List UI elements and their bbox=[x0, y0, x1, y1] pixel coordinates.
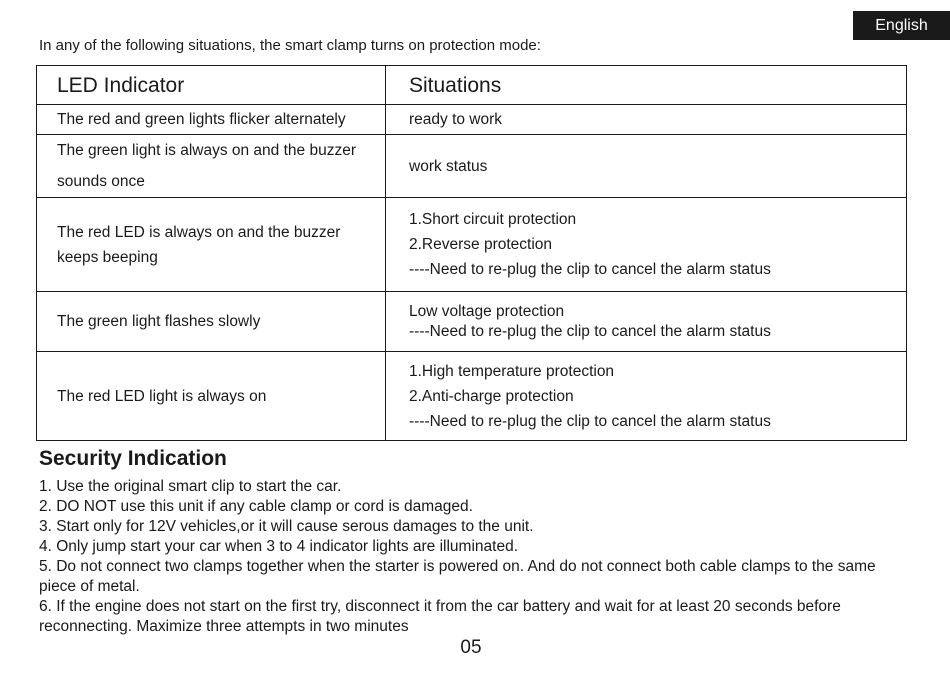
situation-text: Low voltage protection bbox=[409, 302, 565, 320]
header-led-indicator: LED Indicator bbox=[37, 66, 386, 105]
list-item: 4. Only jump start your car when 3 to 4 indicator lights are illuminated. bbox=[39, 538, 519, 555]
table-row bbox=[37, 352, 907, 441]
language-badge: English bbox=[853, 11, 950, 40]
indicator-cell bbox=[37, 292, 386, 352]
situation-text: 1.High temperature protection bbox=[409, 362, 615, 380]
indicator-text: sounds once bbox=[57, 173, 145, 190]
situation-text: 2.Anti-charge protection bbox=[409, 387, 574, 405]
indicator-text: The green light is always on and the buzzer bbox=[57, 142, 356, 159]
situation-text: ----Need to re-plug the clip to cancel the alarm status bbox=[409, 412, 771, 430]
list-item: 1. Use the original smart clip to start the car. bbox=[39, 478, 342, 495]
indicator-cell bbox=[37, 198, 386, 292]
indicator-cell bbox=[37, 105, 386, 135]
indicator-cell bbox=[37, 135, 386, 198]
situation-cell bbox=[386, 105, 907, 135]
table-row bbox=[37, 292, 907, 352]
intro-text: In any of the following situations, the smart clamp turns on protection mode: bbox=[39, 37, 541, 54]
indicator-text: The green light flashes slowly bbox=[57, 313, 261, 330]
table-row bbox=[37, 135, 907, 198]
indicator-text: The red LED light is always on bbox=[57, 387, 267, 405]
security-list bbox=[39, 477, 914, 637]
table-row bbox=[37, 198, 907, 292]
situation-text: ----Need to re-plug the clip to cancel the alarm status bbox=[409, 322, 771, 340]
indicator-text: The red LED is always on and the buzzer bbox=[57, 223, 341, 241]
situation-text: ready to work bbox=[409, 111, 503, 128]
situation-cell bbox=[386, 135, 907, 198]
indicator-text: keeps beeping bbox=[57, 248, 158, 266]
situation-text: 2.Reverse protection bbox=[409, 236, 553, 253]
situation-cell bbox=[386, 352, 907, 441]
situation-cell bbox=[386, 292, 907, 352]
indicator-text: The red and green lights flicker alternately bbox=[57, 111, 346, 128]
situation-text: 1.Short circuit protection bbox=[409, 211, 577, 228]
page-number: 05 bbox=[460, 637, 482, 658]
situation-cell bbox=[386, 198, 907, 292]
list-item: 2. DO NOT use this unit if any cable clamp or cord is damaged. bbox=[39, 498, 473, 515]
table-header-row bbox=[37, 66, 907, 105]
table-row bbox=[37, 105, 907, 135]
header-situations: Situations bbox=[386, 66, 907, 105]
list-item: 6. If the engine does not start on the first try, disconnect it from the car battery and wait for at least 20 seconds before reconnecting. Maximize three attempts in two minutes bbox=[39, 598, 841, 635]
security-indication-title: Security Indication bbox=[39, 447, 227, 470]
situation-text: work status bbox=[409, 157, 488, 175]
situation-text: ----Need to re-plug the clip to cancel the alarm status bbox=[409, 261, 771, 278]
list-item: 5. Do not connect two clamps together when the starter is powered on. And do not connect both cable clamps to the same piece of metal. bbox=[39, 558, 876, 595]
list-item: 3. Start only for 12V vehicles,or it will cause serous damages to the unit. bbox=[39, 518, 534, 535]
led-indicator-table bbox=[36, 65, 907, 441]
indicator-cell bbox=[37, 352, 386, 441]
